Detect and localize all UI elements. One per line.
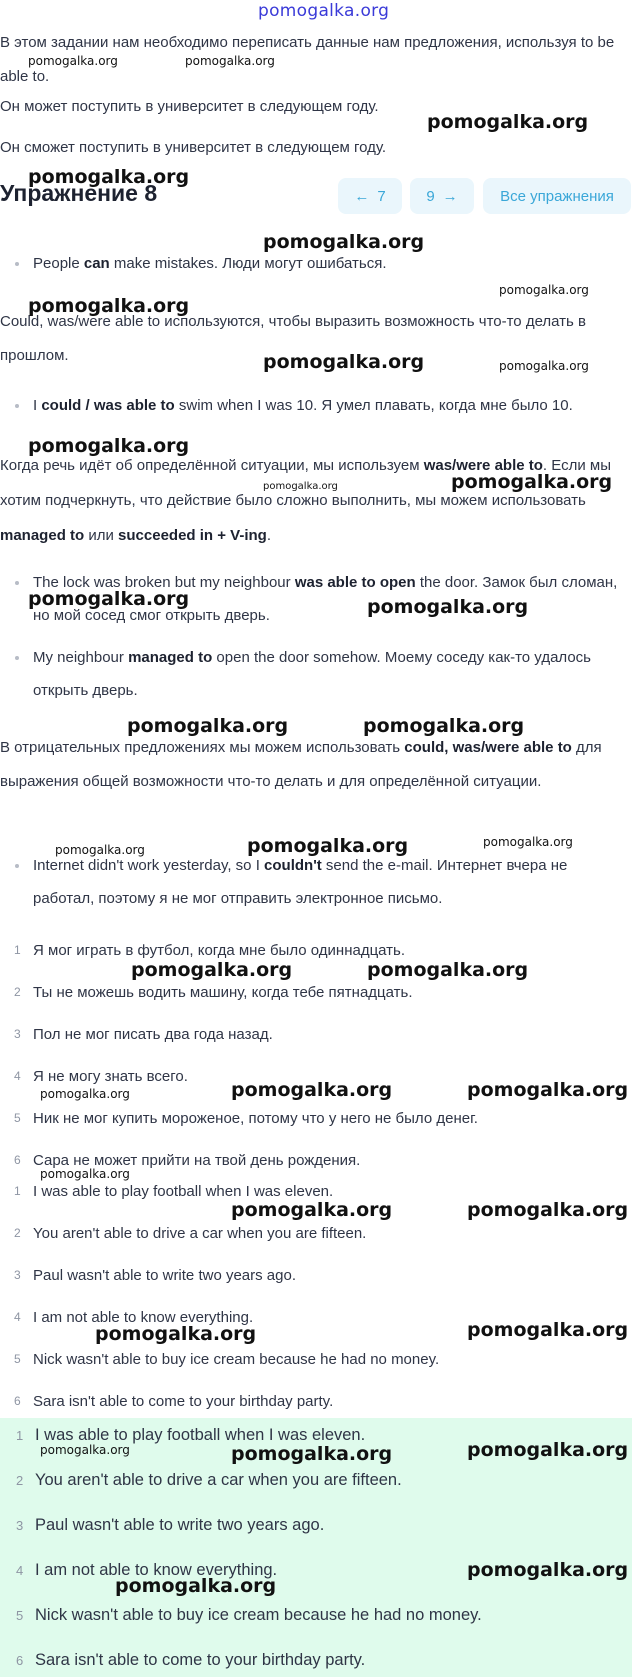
theory-paragraph: Когда речь идёт об определённой ситуации, мы используем was/were able to. Если мы хотим подчеркнуть, что действие было сложно выполнить, мы можем использовать managed to или succeeded in + V-ing. [0,457,611,544]
prev-exercise-button[interactable] [338,178,402,214]
intro-example-original: Он может поступить в университет в следующем году. [0,98,379,115]
watermark: pomogalka.org [28,54,118,68]
watermark: pomogalka.org [127,715,289,737]
next-exercise-label: 9 [426,187,435,205]
watermark: pomogalka.org [40,1167,130,1181]
bullet-icon [15,262,19,266]
watermark: pomogalka.org [263,231,425,253]
watermark: pomogalka.org [28,588,190,610]
watermark: pomogalka.org [467,1199,629,1221]
list-item: Internet didn't work yesterday, so I couldn't send the e-mail. Интернет вчера не работал, поэтому я не мог отправить электронное письмо. [0,849,632,915]
watermark: pomogalka.org [367,596,529,618]
all-exercises-button[interactable] [483,178,631,214]
watermark: pomogalka.org [40,1087,130,1101]
watermark: pomogalka.org [467,1559,629,1581]
watermark: pomogalka.org [231,1443,393,1465]
watermark: pomogalka.org [467,1319,629,1341]
watermark: pomogalka.org [40,1443,130,1457]
list-item: People can make mistakes. Люди могут ошибаться. [0,247,632,280]
list-item: I could / was able to swim when I was 10. Я умел плавать, когда мне было 10. [0,389,632,422]
theory-paragraph: Could, was/were able to используются, чтобы выразить возможность что-то делать в прошлом. [0,313,586,364]
theory-paragraph: В отрицательных предложениях мы можем использовать could, was/were able to для выражения общей возможности что-то делать и для определённой ситуации. [0,739,602,790]
watermark: pomogalka.org [247,835,409,857]
watermark: pomogalka.org [263,481,338,492]
watermark: pomogalka.org [367,959,529,981]
bullet-icon [15,404,19,408]
watermark: pomogalka.org [28,295,190,317]
next-exercise-button[interactable] [410,178,474,214]
watermark: pomogalka.org [467,1439,629,1461]
watermark: pomogalka.org [263,351,425,373]
list-item: My neighbour managed to open the door somehow. Моему соседу как-то удалось открыть дверь. [0,641,632,707]
watermark-top: pomogalka.org [258,1,390,21]
watermark: pomogalka.org [451,471,613,493]
watermark: pomogalka.org [55,843,145,857]
watermark: pomogalka.org [427,111,589,133]
bullet-icon [15,581,19,585]
list-item: The lock was broken but my neighbour was able to open the door. Замок был сломан, но мой сосед смог открыть дверь. [0,566,632,632]
watermark: pomogalka.org [95,1323,257,1345]
watermark: pomogalka.org [499,359,589,373]
watermark: pomogalka.org [131,959,293,981]
intro-paragraph: В этом задании нам необходимо переписать данные нам предложения, используя to be able to. [0,34,615,85]
watermark: pomogalka.org [363,715,525,737]
prev-exercise-label: 7 [377,187,386,205]
watermark: pomogalka.org [28,166,190,188]
arrow-left-icon: ← [354,187,370,205]
watermark: pomogalka.org [28,435,190,457]
watermark: pomogalka.org [483,835,573,849]
watermark: pomogalka.org [231,1199,393,1221]
watermark: pomogalka.org [115,1575,277,1597]
watermark: pomogalka.org [499,283,589,297]
watermark: pomogalka.org [467,1079,629,1101]
bullet-icon [15,864,19,868]
arrow-right-icon: → [442,187,458,205]
bullet-icon [15,656,19,660]
watermark: pomogalka.org [185,54,275,68]
watermark: pomogalka.org [231,1079,393,1101]
exercise-title: Упражнение 8 [0,180,158,206]
intro-example-rewritten: Он сможет поступить в университет в следующем году. [0,139,387,156]
all-exercises-label: Все упражнения [500,187,614,205]
